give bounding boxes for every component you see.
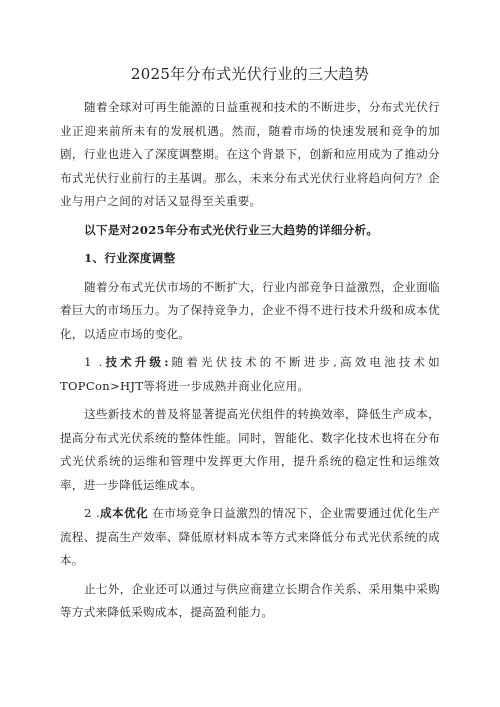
intro-paragraph: 随着全球对可再生能源的日益重视和技术的不断进步，分布式光伏行业正迎来前所未有的发展机遇。然而，随着市场的快速发展和竞争的加剧，行业也进入了深度调整期。在这个背景下，创新和应用成为了推动分布式光伏行业前行的主基调。那么，未来分布式光伏行业将趋向何方？企业与用户之间的对话又显得至关重要。: [60, 100, 440, 208]
list-item-number: 2 .: [84, 506, 100, 520]
lead-paragraph: 以下是对2025年分布式光伏行业三大趋势的详细分析。: [84, 222, 379, 237]
section1-paragraph: 随着分布式光伏市场的不断扩大，行业内部竞争日益激烈，企业面临着巨大的市场压力。为了保持竞争力，企业不得不进行技术升级和成本优化，以适应市场的变化。: [60, 279, 440, 341]
list-item-technology: [60, 351, 440, 398]
page-title: 2025年分布式光伏行业的三大趋势: [130, 65, 370, 83]
list-item-cost: [60, 502, 440, 573]
list-item-number: 1 .: [84, 355, 103, 369]
list-item-text: 随着光伏技术的不断进步,高效电池技术如TOPCon>HJT等将进一步成熟并商业化应用。: [60, 355, 440, 393]
section-heading: 1、行业深度调整: [84, 251, 176, 265]
technology-detail-paragraph: 这些新技术的普及将显著提高光伏组件的转换效率，降低生产成本，提高分布式光伏系统的整体性能。同时，智能化、数字化技术也将在分布式光伏系统的运维和管理中发挥更大作用，提升系统的稳定性和运维效率，进一步降低运维成本。: [60, 407, 440, 492]
list-item-text: 在市场竞争日益激烈的情况下，企业需要通过优化生产流程、提高生产效率、降低原材料成本等方式来降低分布式光伏系统的成本。: [60, 506, 440, 567]
cost-detail-paragraph: 止七外，企业还可以通过与供应商建立长期合作关系、采用集中采购等方式来降低采购成本，提高盈利能力。: [60, 581, 440, 619]
list-item-label: 技术升级:: [102, 355, 169, 369]
list-item-label: 成本优化: [99, 506, 149, 520]
